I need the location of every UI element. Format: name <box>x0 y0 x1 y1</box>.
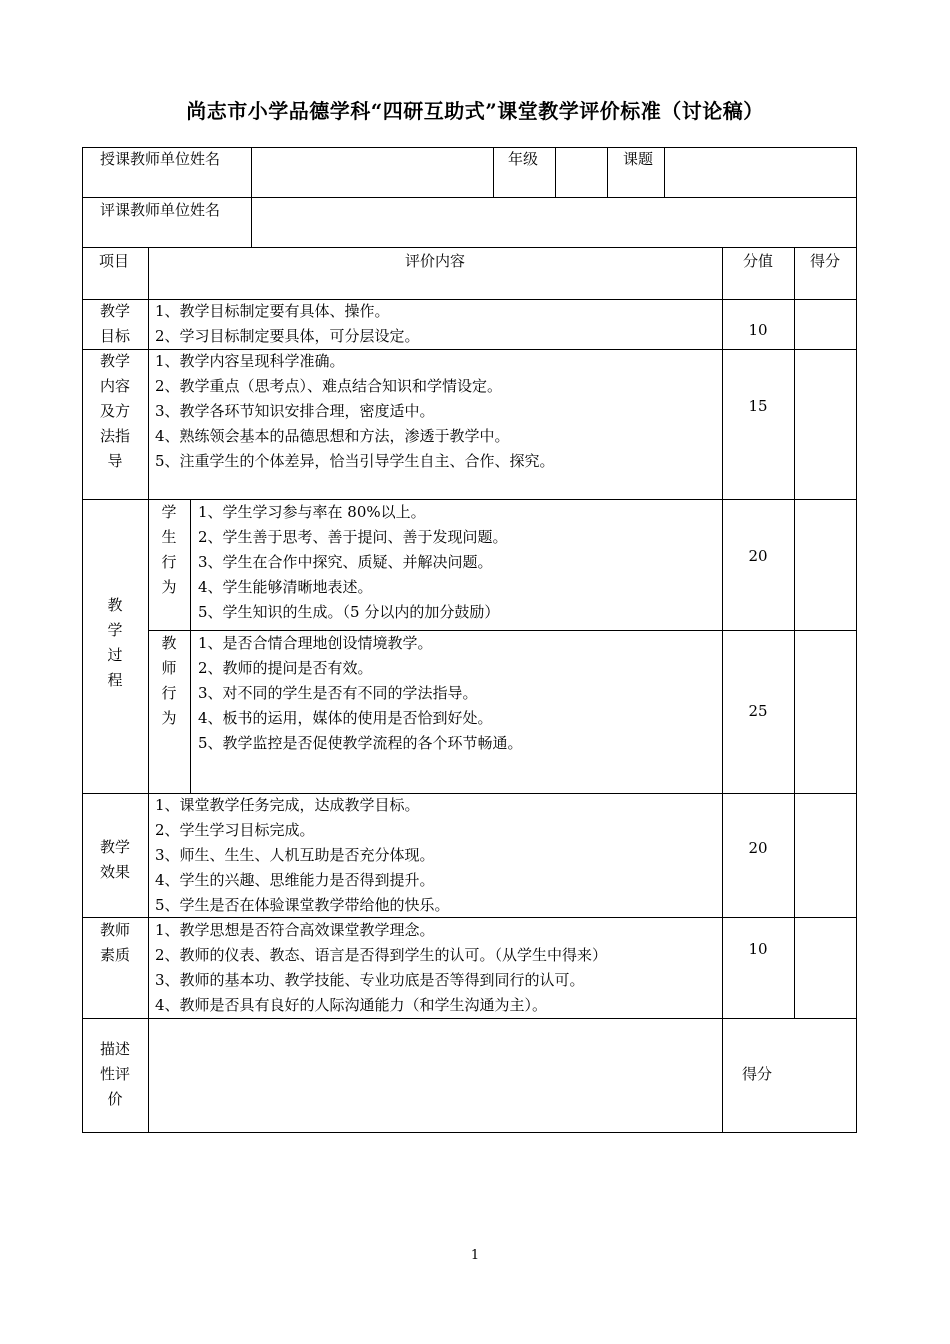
label-line: 为 <box>161 578 177 596</box>
row-divider <box>82 247 857 248</box>
label-line: 目标 <box>99 327 130 345</box>
list-item: 3、对不同的学生是否有不同的学法指导。 <box>198 684 478 702</box>
list-item: 4、板书的运用，媒体的使用是否恰到好处。 <box>198 709 493 727</box>
list-item: 5、学生知识的生成。（5 分以内的加分鼓励） <box>198 603 500 621</box>
table-border-right <box>856 147 857 1133</box>
list-item: 2、学生学习目标完成。 <box>155 821 315 839</box>
topic-label: 课题 <box>623 150 654 168</box>
list-item: 1、教学内容呈现科学准确。 <box>155 352 345 370</box>
quality-items <box>155 918 607 1018</box>
content-label <box>82 349 148 474</box>
label-line: 学 <box>161 503 177 521</box>
content-points: 15 <box>748 397 768 415</box>
score-header: 得分 <box>809 252 840 270</box>
col-divider <box>722 247 723 1133</box>
label-line: 为 <box>161 709 177 727</box>
list-item: 1、教学目标制定要有具体、操作。 <box>155 302 390 320</box>
list-item: 2、教师的提问是否有效。 <box>198 659 373 677</box>
points-header: 分值 <box>742 252 773 270</box>
list-item: 2、教学重点（思考点）、难点结合知识和学情设定。 <box>155 377 503 395</box>
page-number: 1 <box>470 1248 480 1263</box>
table-border-bottom <box>82 1132 857 1133</box>
content-items <box>155 349 555 474</box>
quality-label <box>82 918 148 968</box>
list-item: 5、学生是否在体验课堂教学带给他的快乐。 <box>155 896 450 914</box>
item-header: 项目 <box>99 252 130 270</box>
label-line: 行 <box>161 553 177 571</box>
student-behavior-label <box>148 500 190 600</box>
list-item: 2、学生善于思考、善于提问、善于发现问题。 <box>198 528 508 546</box>
list-item: 3、学生在合作中探究、质疑、并解决问题。 <box>198 553 493 571</box>
teacher-behavior-label <box>148 631 190 731</box>
list-item: 1、学生学习参与率在 80%以上。 <box>198 503 426 521</box>
page-title: 尚志市小学品德学科“四研互助式”课堂教学评价标准（讨论稿） <box>186 99 764 123</box>
goals-points: 10 <box>748 321 768 339</box>
effect-label <box>82 835 148 885</box>
label-line: 导 <box>107 452 123 470</box>
label-line: 程 <box>107 671 123 689</box>
label-line: 生 <box>161 528 177 546</box>
list-item: 2、学习目标制定要具体，可分层设定。 <box>155 327 420 345</box>
label-line: 教 <box>107 596 123 614</box>
list-item: 3、师生、生生、人机互助是否充分体现。 <box>155 846 435 864</box>
label-line: 及方 <box>99 402 130 420</box>
label-line: 教学 <box>99 302 130 320</box>
col-divider <box>251 147 252 247</box>
content-header: 评价内容 <box>404 252 465 270</box>
list-item: 4、熟练领会基本的品德思想和方法，渗透于教学中。 <box>155 427 510 445</box>
col-divider <box>555 147 556 197</box>
col-divider <box>190 499 191 793</box>
label-line: 效果 <box>99 863 130 881</box>
student-behavior-points: 20 <box>748 547 768 565</box>
list-item: 3、教学各环节知识安排合理，密度适中。 <box>155 402 435 420</box>
list-item: 4、学生能够清晰地表述。 <box>198 578 373 596</box>
label-line: 法指 <box>99 427 130 445</box>
list-item: 5、注重学生的个体差异，恰当引导学生自主、合作、探究。 <box>155 452 555 470</box>
label-line: 描述 <box>99 1040 130 1058</box>
label-line: 教学 <box>99 838 130 856</box>
descriptive-score-label: 得分 <box>742 1065 773 1083</box>
list-item: 4、教师是否具有良好的人际沟通能力（和学生沟通为主）。 <box>155 996 548 1014</box>
list-item: 2、教师的仪表、教态、语言是否得到学生的认可。（从学生中得来） <box>155 946 608 964</box>
goals-label <box>82 299 148 349</box>
list-item: 1、教学思想是否符合高效课堂教学理念。 <box>155 921 435 939</box>
col-divider <box>794 247 795 1018</box>
reviewer-label: 评课教师单位姓名 <box>100 201 221 219</box>
list-item: 1、课堂教学任务完成，达成教学目标。 <box>155 796 420 814</box>
teacher-behavior-items <box>198 631 523 756</box>
label-line: 内容 <box>99 377 130 395</box>
label-line: 教师 <box>99 921 130 939</box>
process-label <box>82 593 148 693</box>
list-item: 1、是否合情合理地创设情境教学。 <box>198 634 433 652</box>
label-line: 师 <box>161 659 177 677</box>
quality-points: 10 <box>748 940 768 958</box>
teacher-label: 授课教师单位姓名 <box>100 150 221 168</box>
effect-points: 20 <box>748 839 768 857</box>
row-divider <box>82 1018 857 1019</box>
teacher-behavior-points: 25 <box>748 702 768 720</box>
grade-label: 年级 <box>508 150 539 168</box>
col-divider <box>607 147 608 197</box>
student-behavior-items <box>198 500 508 625</box>
col-divider <box>664 147 665 197</box>
label-line: 价 <box>107 1090 123 1108</box>
col-divider <box>493 147 494 197</box>
label-line: 性评 <box>99 1065 130 1083</box>
label-line: 过 <box>107 646 123 664</box>
label-line: 教学 <box>99 352 130 370</box>
descriptive-label <box>82 1037 148 1112</box>
label-line: 素质 <box>99 946 130 964</box>
label-line: 学 <box>107 621 123 639</box>
label-line: 教 <box>161 634 177 652</box>
goals-items <box>155 299 420 349</box>
list-item: 3、教师的基本功、教学技能、专业功底是否等得到同行的认可。 <box>155 971 585 989</box>
label-line: 行 <box>161 684 177 702</box>
effect-items <box>155 793 450 918</box>
list-item: 4、学生的兴趣、思维能力是否得到提升。 <box>155 871 435 889</box>
list-item: 5、教学监控是否促使教学流程的各个环节畅通。 <box>198 734 523 752</box>
